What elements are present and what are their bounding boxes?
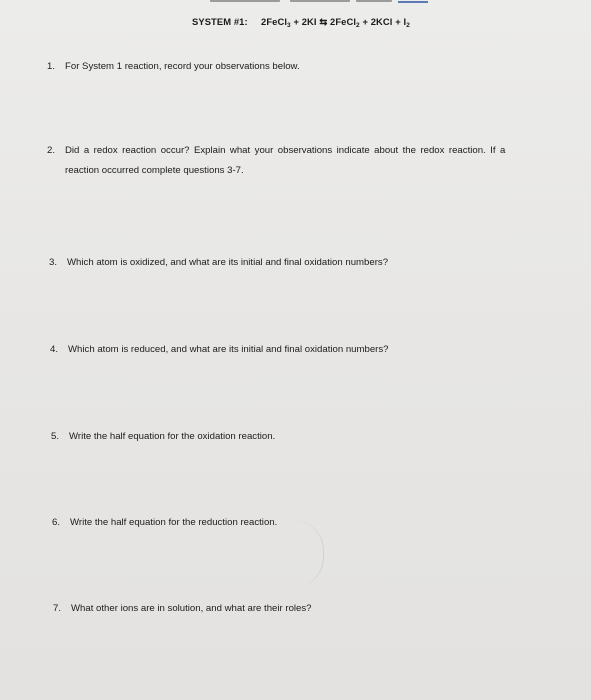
question-number: 4. <box>50 344 59 355</box>
cut-off-text-fragment <box>356 0 392 2</box>
equation-subscript: 2 <box>406 22 410 29</box>
equation-subscript: 2 <box>356 22 360 29</box>
question-text: What other ions are in solution, and what are their roles? <box>71 603 312 614</box>
question-text: Which atom is reduced, and what are its initial and final oxidation numbers? <box>68 344 389 355</box>
question-text: Which atom is oxidized, and what are its initial and final oxidation numbers? <box>67 257 389 268</box>
question-text-continued: reaction occurred complete questions 3-7. <box>65 165 244 176</box>
question-number: 3. <box>49 257 58 268</box>
cut-off-text-fragment <box>290 0 350 2</box>
question-number: 5. <box>51 431 60 442</box>
question-text: Did a redox reaction occur? Explain what your observations indicate about the redox reaction. If a <box>65 145 506 156</box>
equilibrium-arrow-icon: ⇆ <box>319 16 328 27</box>
equation-subscript: 3 <box>287 22 291 29</box>
cut-off-underline <box>398 1 428 3</box>
faint-pen-mark <box>293 520 324 588</box>
equation-term: + 2KCl + I <box>359 16 407 27</box>
system-header <box>0 14 591 34</box>
equation-term: 2FeCl <box>261 16 288 27</box>
system-label: SYSTEM #1: <box>192 16 248 27</box>
question-number: 1. <box>47 61 56 72</box>
cut-off-previous-line <box>210 0 430 3</box>
question-text: Write the half equation for the reduction reaction. <box>70 517 278 528</box>
question-text: For System 1 reaction, record your observations below. <box>65 61 300 72</box>
question-number: 6. <box>52 517 61 528</box>
equation-term: 2FeCl <box>327 16 357 27</box>
equation-term: + 2KI <box>290 16 320 27</box>
question-number: 2. <box>47 145 56 156</box>
question-text: Write the half equation for the oxidation reaction. <box>69 431 276 442</box>
cut-off-text-fragment <box>210 0 280 2</box>
question-number: 7. <box>53 603 62 614</box>
reaction-equation <box>261 16 410 28</box>
